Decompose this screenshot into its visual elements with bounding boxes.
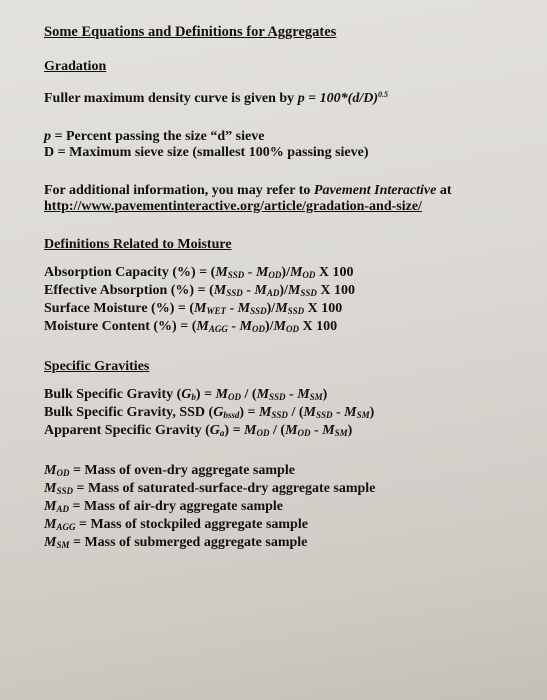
mass-definition-sm [44, 535, 524, 553]
mass-subscript: OD [228, 392, 241, 402]
mass-subscript: SSD [269, 392, 286, 402]
mass-symbol: M [44, 535, 57, 550]
d-definition-text: = Maximum sieve size (smallest 100% passing sieve) [54, 145, 369, 160]
p-symbol: p [44, 129, 51, 144]
mass-subscript: SSD [250, 306, 267, 316]
gravity-symbol: G [209, 423, 220, 438]
moisture-content-equation: Moisture Content (%) = $(M_{AGG} - M_{OD})/M_{OD}$ X 100 [44, 319, 338, 334]
section-heading-moisture: Definitions Related to Moisture [44, 237, 232, 252]
mass-symbol: M [258, 405, 272, 420]
mass-subscript: SSD [227, 270, 245, 280]
mass-subscript: OD [256, 428, 270, 438]
fuller-text: Fuller maximum density curve is given by [44, 91, 298, 106]
mass-symbol: M [215, 387, 228, 402]
page-title: Some Equations and Definitions for Aggregates [44, 24, 337, 40]
mass-definition-text: = Mass of saturated-surface-dry aggregate sample [72, 481, 376, 496]
mass-symbol: M [256, 387, 270, 402]
mass-subscript: SM [334, 428, 348, 438]
surface-moisture-equation: Surface Moisture (%) = $(M_{WET} - M_{SSD})/M_{SSD}$ X 100 [44, 301, 343, 316]
fuller-formula: 100*(d/D) [319, 91, 378, 106]
eq-label: Bulk Specific Gravity, SSD ( [44, 405, 214, 420]
mass-subscript: SSD [287, 306, 305, 316]
mass-symbol: M [322, 423, 335, 438]
mass-symbol: M [44, 517, 57, 532]
mass-definition-text: = Mass of oven-dry aggregate sample [69, 463, 295, 478]
mass-subscript: SSD [226, 288, 243, 298]
mass-symbol: M [44, 463, 57, 478]
mass-symbol: M [255, 265, 269, 280]
mass-subscript: AGG [56, 522, 76, 532]
eq-tail: X 100 [316, 283, 355, 298]
gravity-symbol: G [213, 405, 224, 420]
mass-symbol: M [273, 319, 286, 334]
gravity-subscript: bssd [223, 410, 240, 420]
eq-label: Absorption Capacity (%) = ( [44, 265, 216, 280]
gravity-symbol: G [181, 387, 192, 402]
mass-subscript: SSD [271, 410, 288, 420]
apparent-gravity-equation: Apparent Specific Gravity $(G_a) = M_{OD} / (M_{OD} - M_{SM})$ [44, 423, 353, 438]
reference-source: Pavement Interactive [313, 183, 437, 198]
eq-label: Moisture Content (%) = ( [44, 319, 197, 334]
document-sheet [44, 24, 524, 553]
eq-label: Bulk Specific Gravity ( [44, 387, 182, 402]
mass-subscript: SSD [315, 410, 333, 420]
fuller-p: p [297, 91, 305, 106]
mass-symbol: M [285, 423, 298, 438]
mass-symbol: M [275, 301, 288, 316]
mass-definition-od [44, 463, 524, 481]
mass-symbol: M [237, 301, 251, 316]
eq-tail: X 100 [315, 265, 354, 280]
mass-symbol: M [254, 283, 267, 298]
mass-symbol: M [196, 319, 209, 334]
absorption-capacity-equation: Absorption Capacity (%) = $(M_{SSD} - M_{OD})/M_{OD}$ X 100 [44, 265, 354, 280]
mass-symbol: M [303, 405, 316, 420]
mass-subscript: AGG [208, 324, 228, 334]
mass-symbol: M [344, 405, 357, 420]
eq-tail: X 100 [298, 319, 338, 334]
mass-definition-text: = Mass of stockpiled aggregate sample [75, 517, 308, 532]
mass-symbol: M [194, 301, 207, 316]
mass-definition-ad [44, 499, 524, 517]
reference-text: For additional information, you may refer to [44, 183, 314, 198]
reference-url-link[interactable]: http://www.pavementinteractive.org/article/gradation-and-size/ [44, 199, 422, 214]
mass-definition-agg [44, 517, 524, 535]
mass-subscript: WET [206, 306, 226, 316]
reference-suffix: at [436, 183, 452, 198]
mass-subscript: OD [297, 428, 311, 438]
d-definition [44, 145, 524, 161]
mass-subscript: AD [266, 288, 280, 298]
mass-subscript: OD [302, 270, 316, 280]
mass-subscript: SM [356, 410, 370, 420]
d-symbol: D [44, 145, 55, 160]
mass-definition-text: = Mass of air-dry aggregate sample [68, 499, 284, 514]
bulk-gravity-equation: Bulk Specific Gravity $(G_b) = M_{OD} / (M_{SSD} - M_{SM})$ [44, 387, 328, 402]
mass-definition-text: = Mass of submerged aggregate sample [69, 535, 308, 550]
mass-symbol: M [215, 265, 228, 280]
gravity-subscript: b [191, 392, 196, 402]
mass-symbol: M [289, 265, 303, 280]
mass-subscript: OD [268, 270, 282, 280]
eq-label: Apparent Specific Gravity ( [44, 423, 210, 438]
mass-symbol: M [213, 283, 227, 298]
eq-tail: X 100 [304, 301, 343, 316]
mass-symbol: M [239, 319, 252, 334]
mass-symbol: M [44, 481, 57, 496]
mass-definitions-list [44, 463, 524, 553]
reference-line [44, 183, 524, 199]
eq-label: Surface Moisture (%) = ( [44, 301, 195, 316]
mass-symbol: M [44, 499, 57, 514]
p-definition-text: = Percent passing the size “d” sieve [51, 129, 265, 144]
mass-subscript: AD [56, 504, 69, 514]
mass-subscript: OD [56, 468, 70, 478]
mass-subscript: SM [56, 540, 70, 550]
bulk-ssd-gravity-equation: Bulk Specific Gravity, SSD $(G_{bssd}) = M_{SSD} / (M_{SSD} - M_{SM})$ [44, 405, 375, 420]
eq-label: Effective Absorption (%) = ( [44, 283, 214, 298]
mass-symbol: M [297, 387, 310, 402]
section-heading-gravities: Specific Gravities [44, 359, 150, 374]
mass-symbol: M [287, 283, 301, 298]
effective-absorption-equation: Effective Absorption (%) = $(M_{SSD} - M_{AD})/M_{SSD}$ X 100 [44, 283, 355, 298]
p-definition [44, 129, 524, 145]
fuller-equals: = [304, 91, 320, 106]
mass-symbol: M [244, 423, 257, 438]
fuller-equation [44, 87, 524, 107]
mass-subscript: OD [285, 324, 299, 334]
mass-subscript: SSD [56, 486, 73, 496]
section-heading-gradation: Gradation [44, 59, 107, 74]
mass-subscript: SSD [300, 288, 317, 298]
gravity-subscript: a [219, 428, 225, 438]
fuller-exponent: 0.5 [378, 90, 388, 99]
mass-subscript: SM [309, 392, 323, 402]
mass-subscript: OD [251, 324, 265, 334]
mass-definition-ssd [44, 481, 524, 499]
